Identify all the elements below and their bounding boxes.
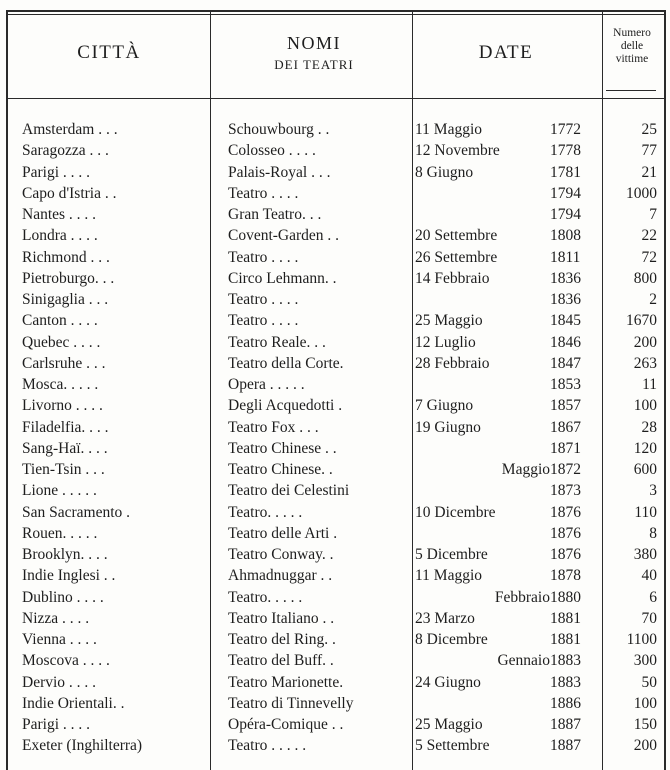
table-row xyxy=(0,481,670,501)
anno-cell: 1883 xyxy=(550,673,581,691)
header-nomi xyxy=(218,32,410,76)
giorno-cell: Gennaio xyxy=(497,652,550,670)
anno-cell: 1781 xyxy=(550,163,581,181)
teatro-cell: Teatro dei Celestini xyxy=(228,482,350,500)
table-row xyxy=(0,651,670,671)
citta-cell: Lione . . . . . xyxy=(22,482,97,500)
table-row xyxy=(0,120,670,140)
citta-cell: Pietroburgo. . . xyxy=(22,269,115,287)
header-vittime-line1: Numero xyxy=(613,27,651,39)
anno-cell: 1811 xyxy=(550,248,581,266)
giorno-cell: 12 Novembre xyxy=(415,142,500,160)
giorno-cell: 7 Giugno xyxy=(415,397,474,415)
vittime-cell: 100 xyxy=(633,397,657,415)
teatro-cell: Teatro Marionette. xyxy=(228,673,344,691)
anno-cell: 1886 xyxy=(550,694,581,712)
teatro-cell: Teatro di Tinnevelly xyxy=(228,694,354,712)
teatro-cell: Colosseo . . . . xyxy=(228,142,316,160)
vittime-cell: 150 xyxy=(633,716,657,733)
vittime-cell: 120 xyxy=(633,439,657,457)
table-row xyxy=(0,694,670,714)
citta-cell: Indie Orientali. . xyxy=(22,694,125,712)
giorno-cell: 23 Marzo xyxy=(415,609,475,627)
vittime-cell: 110 xyxy=(634,503,657,521)
teatro-cell: Teatro Conway. . xyxy=(228,546,334,563)
table-row xyxy=(0,226,670,246)
vittime-cell: 1100 xyxy=(626,631,657,648)
table-row xyxy=(0,248,670,268)
table-row xyxy=(0,141,670,161)
vittime-cell: 11 xyxy=(642,376,657,393)
teatro-cell: Teatro . . . . xyxy=(228,291,299,308)
citta-cell: Livorno . . . . xyxy=(22,397,103,415)
vittime-cell: 100 xyxy=(633,694,657,712)
citta-cell: Carlsruhe . . . xyxy=(22,354,106,372)
teatro-cell: Palais-Royal . . . xyxy=(228,163,331,181)
table-row xyxy=(0,354,670,374)
citta-cell: Indie Inglesi . . xyxy=(22,567,116,585)
vittime-cell: 70 xyxy=(641,609,657,627)
giorno-cell: 5 Dicembre xyxy=(415,546,488,563)
table-row xyxy=(0,609,670,629)
table-row xyxy=(0,311,670,331)
teatro-cell: Teatro Italiano . . xyxy=(228,609,335,627)
citta-cell: Saragozza . . . xyxy=(22,142,109,160)
anno-cell: 1871 xyxy=(550,439,581,457)
giorno-cell: 8 Dicembre xyxy=(415,631,488,648)
anno-cell: 1867 xyxy=(550,418,581,436)
vittime-cell: 263 xyxy=(633,354,657,372)
anno-cell: 1880 xyxy=(550,588,581,606)
teatro-cell: Opera . . . . . xyxy=(228,376,305,393)
anno-cell: 1876 xyxy=(550,546,581,563)
teatro-cell: Teatro . . . . xyxy=(228,312,299,330)
header-date: DATE xyxy=(478,42,534,63)
table-row xyxy=(0,290,670,310)
vittime-cell: 21 xyxy=(641,163,657,181)
anno-cell: 1853 xyxy=(550,376,581,393)
vittime-cell: 2 xyxy=(649,291,657,308)
giorno-cell: Febbraio xyxy=(494,588,550,606)
citta-cell: Londra . . . . xyxy=(22,227,98,245)
anno-cell: 1778 xyxy=(550,142,581,160)
anno-cell: 1794 xyxy=(550,206,581,223)
citta-cell: Dervio . . . . xyxy=(22,673,97,691)
citta-cell: Amsterdam . . . xyxy=(22,121,118,138)
citta-cell: Moscova . . . . xyxy=(22,652,110,670)
citta-cell: Parigi . . . . xyxy=(22,163,91,181)
teatro-cell: Teatro Reale. . . xyxy=(228,333,326,351)
table-row xyxy=(0,524,670,544)
vittime-cell: 1670 xyxy=(626,312,657,330)
vittime-cell: 8 xyxy=(649,524,657,542)
vittime-cell: 50 xyxy=(641,673,657,691)
table-row xyxy=(0,418,670,438)
giorno-cell: 11 Maggio xyxy=(415,567,483,585)
citta-cell: Parigi . . . . xyxy=(22,716,91,733)
giorno-cell: 25 Maggio xyxy=(415,716,483,733)
citta-cell: Tien-Tsin . . . xyxy=(22,461,105,478)
citta-cell: Sang-Haï. . . . xyxy=(22,439,108,457)
table-row xyxy=(0,205,670,225)
citta-cell: Canton . . . . xyxy=(22,312,98,330)
vittime-cell: 72 xyxy=(641,248,657,266)
anno-cell: 1876 xyxy=(550,524,581,542)
giorno-cell: 25 Maggio xyxy=(415,312,483,330)
vittime-cell: 1000 xyxy=(626,184,657,202)
citta-cell: Capo d'Istria . . xyxy=(22,184,117,202)
anno-cell: 1857 xyxy=(550,397,581,415)
giorno-cell: 14 Febbraio xyxy=(415,269,490,287)
teatro-cell: Teatro. . . . . xyxy=(228,588,303,606)
anno-cell: 1876 xyxy=(550,503,581,521)
vittime-cell: 40 xyxy=(641,567,657,585)
vittime-cell: 25 xyxy=(641,121,657,138)
teatro-cell: Schouwbourg . . xyxy=(228,121,330,138)
anno-cell: 1772 xyxy=(550,121,581,138)
table-row xyxy=(0,184,670,204)
anno-cell: 1873 xyxy=(550,482,581,500)
table-row xyxy=(0,736,670,756)
anno-cell: 1878 xyxy=(550,567,581,585)
citta-cell: Quebec . . . . xyxy=(22,333,101,351)
vittime-cell: 380 xyxy=(633,546,657,563)
anno-cell: 1836 xyxy=(550,269,581,287)
teatro-cell: Teatro. . . . . xyxy=(228,503,303,521)
vittime-header-rule xyxy=(606,90,656,91)
giorno-cell: Maggio xyxy=(501,461,550,478)
citta-cell: Vienna . . . . xyxy=(22,631,97,648)
table-row xyxy=(0,439,670,459)
table-row xyxy=(0,673,670,693)
table-row xyxy=(0,333,670,353)
vittime-cell: 300 xyxy=(633,652,657,670)
anno-cell: 1847 xyxy=(550,354,581,372)
header-nomi-subtitle: DEI TEATRI xyxy=(274,57,354,72)
teatro-cell: Circo Lehmann. . xyxy=(228,269,337,287)
header-citta: CITTÀ xyxy=(77,42,141,63)
giorno-cell: 10 Dicembre xyxy=(415,503,496,521)
citta-cell: Nantes . . . . xyxy=(22,206,97,223)
anno-cell: 1836 xyxy=(550,291,581,308)
giorno-cell: 24 Giugno xyxy=(415,673,481,691)
table-row xyxy=(0,566,670,586)
teatro-cell: Ahmadnuggar . . xyxy=(228,567,333,585)
citta-cell: Nizza . . . . xyxy=(22,609,90,627)
anno-cell: 1883 xyxy=(550,652,581,670)
table-row xyxy=(0,375,670,395)
teatro-cell: Opéra-Comique . . xyxy=(228,716,344,733)
header-vittime xyxy=(603,27,661,66)
teatro-cell: Teatro Chinese . . xyxy=(228,439,337,457)
table-row xyxy=(0,503,670,523)
table-row xyxy=(0,715,670,735)
anno-cell: 1887 xyxy=(550,737,581,755)
teatro-cell: Teatro . . . . xyxy=(228,184,299,202)
table-row xyxy=(0,545,670,565)
table-row xyxy=(0,396,670,416)
vittime-cell: 7 xyxy=(649,206,657,223)
anno-cell: 1808 xyxy=(550,227,581,245)
teatro-cell: Gran Teatro. . . xyxy=(228,206,322,223)
teatro-cell: Teatro Fox . . . xyxy=(228,418,319,436)
citta-cell: Rouen. . . . . xyxy=(22,524,98,542)
vittime-cell: 22 xyxy=(641,227,657,245)
vittime-cell: 800 xyxy=(633,269,657,287)
giorno-cell: 20 Settembre xyxy=(415,227,498,245)
table-row xyxy=(0,588,670,608)
citta-cell: Sinigaglia . . . xyxy=(22,291,109,308)
anno-cell: 1872 xyxy=(550,461,581,478)
giorno-cell: 5 Settembre xyxy=(415,737,490,755)
giorno-cell: 12 Luglio xyxy=(415,333,476,351)
anno-cell: 1881 xyxy=(550,609,581,627)
citta-cell: San Sacramento . xyxy=(22,503,131,521)
top-rule-inner xyxy=(6,14,666,15)
citta-cell: Exeter (Inghilterra) xyxy=(22,737,143,755)
teatro-cell: Teatro . . . . . xyxy=(228,737,307,755)
citta-cell: Brooklyn. . . . xyxy=(22,546,108,563)
vittime-cell: 77 xyxy=(641,142,657,160)
giorno-cell: 11 Maggio xyxy=(415,121,483,138)
teatro-cell: Teatro del Buff. . xyxy=(228,652,334,670)
teatro-cell: Teatro della Corte. xyxy=(228,354,344,372)
giorno-cell: 8 Giugno xyxy=(415,163,474,181)
vittime-cell: 3 xyxy=(649,482,657,500)
anno-cell: 1845 xyxy=(550,312,581,330)
vittime-cell: 28 xyxy=(641,418,657,436)
anno-cell: 1881 xyxy=(550,631,581,648)
teatro-cell: Teatro delle Arti . xyxy=(228,524,338,542)
table-row xyxy=(0,630,670,650)
anno-cell: 1794 xyxy=(550,184,581,202)
citta-cell: Dublino . . . . xyxy=(22,588,104,606)
anno-cell: 1887 xyxy=(550,716,581,733)
giorno-cell: 19 Giugno xyxy=(415,418,481,436)
vittime-cell: 200 xyxy=(633,333,657,351)
header-vittime-line2: delle xyxy=(620,40,644,52)
header-vittime-line3: vittime xyxy=(615,53,649,65)
teatro-cell: Teatro . . . . xyxy=(228,248,299,266)
teatro-cell: Covent-Garden . . xyxy=(228,227,340,245)
teatro-cell: Teatro Chinese. . xyxy=(228,461,333,478)
table-row xyxy=(0,269,670,289)
anno-cell: 1846 xyxy=(550,333,581,351)
top-rule-outer xyxy=(6,10,666,12)
table-row xyxy=(0,163,670,183)
teatro-cell: Teatro del Ring. . xyxy=(228,631,336,648)
header-bottom-rule xyxy=(6,98,666,99)
vittime-cell: 6 xyxy=(649,588,657,606)
citta-cell: Mosca. . . . . xyxy=(22,376,99,393)
vittime-cell: 200 xyxy=(633,737,657,755)
teatro-cell: Degli Acquedotti . xyxy=(228,397,343,415)
giorno-cell: 28 Febbraio xyxy=(415,354,490,372)
header-nomi-title: NOMI xyxy=(287,33,341,53)
citta-cell: Filadelfia. . . . xyxy=(22,418,109,436)
vittime-cell: 600 xyxy=(633,461,657,478)
citta-cell: Richmond . . . xyxy=(22,248,110,266)
table-row xyxy=(0,460,670,480)
giorno-cell: 26 Settembre xyxy=(415,248,498,266)
